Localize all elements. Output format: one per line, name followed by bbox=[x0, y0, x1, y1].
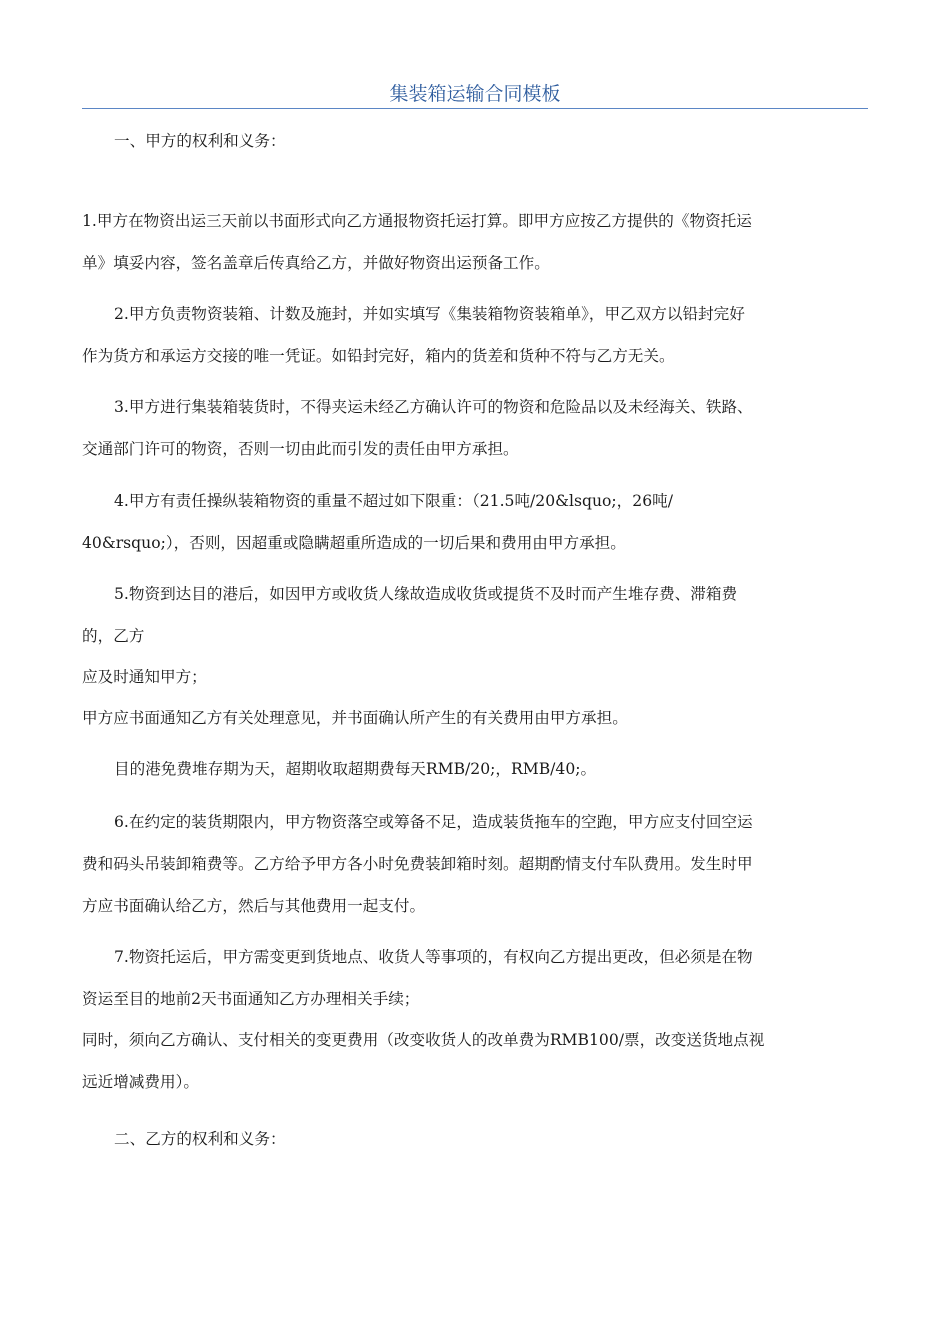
clause-3-line-1: 3.甲方进行集装箱装货时，不得夹运未经乙方确认许可的物资和危险品以及未经海关、铁路、 bbox=[114, 398, 753, 416]
clause-7-line-2: 资运至目的地前2天书面通知乙方办理相关手续； bbox=[82, 990, 420, 1008]
clause-5-line-3: 应及时通知甲方； bbox=[82, 668, 207, 686]
clause-6-line-1: 6.在约定的装货期限内，甲方物资落空或筹备不足，造成装货拖车的空跑，甲方应支付回空运 bbox=[114, 813, 753, 831]
section-heading-party-b: 二、乙方的权利和义务： bbox=[114, 1130, 286, 1148]
clause-5-line-4: 甲方应书面通知乙方有关处理意见，并书面确认所产生的有关费用由甲方承担。 bbox=[82, 709, 628, 727]
clause-5-line-5: 目的港免费堆存期为天，超期收取超期费每天RMB/20;，RMB/40;。 bbox=[114, 760, 597, 778]
clause-7-line-4: 远近增减费用）。 bbox=[82, 1073, 199, 1091]
clause-1-line-1: 1.甲方在物资出运三天前以书面形式向乙方通报物资托运打算。即甲方应按乙方提供的《物资托运 bbox=[82, 212, 752, 230]
clause-7-line-1: 7.物资托运后，甲方需变更到货地点、收货人等事项的，有权向乙方提出更改，但必须是在物 bbox=[114, 948, 753, 966]
clause-5-line-2: 的，乙方 bbox=[82, 627, 145, 645]
clause-6-line-2: 费和码头吊装卸箱费等。乙方给予甲方各小时免费装卸箱时刻。超期酌情支付车队费用。发生时甲 bbox=[82, 855, 753, 873]
section-heading-party-a: 一、甲方的权利和义务： bbox=[114, 132, 286, 150]
clause-2-line-1: 2.甲方负责物资装箱、计数及施封，并如实填写《集装箱物资装箱单》，甲乙双方以铅封完好 bbox=[114, 305, 745, 323]
clause-2-line-2: 作为货方和承运方交接的唯一凭证。如铅封完好，箱内的货差和货种不符与乙方无关。 bbox=[82, 347, 675, 365]
document-title: 集装箱运输合同模板 bbox=[389, 83, 561, 105]
title-underline bbox=[82, 108, 868, 109]
clause-7-line-3: 同时，须向乙方确认、支付相关的变更费用（改变收货人的改单费为RMB100/票，改变送货地点视 bbox=[82, 1031, 765, 1049]
clause-1-line-2: 单》填妥内容，签名盖章后传真给乙方，并做好物资出运预备工作。 bbox=[82, 254, 550, 272]
clause-4-line-1: 4.甲方有责任操纵装箱物资的重量不超过如下限重：（21.5吨/20&lsquo;，26吨/ bbox=[114, 492, 673, 510]
clause-5-line-1: 5.物资到达目的港后，如因甲方或收货人缘故造成收货或提货不及时而产生堆存费、滞箱费 bbox=[114, 585, 738, 603]
clause-3-line-2: 交通部门许可的物资，否则一切由此而引发的责任由甲方承担。 bbox=[82, 440, 519, 458]
clause-4-line-2: 40&rsquo;），否则，因超重或隐瞒超重所造成的一切后果和费用由甲方承担。 bbox=[82, 534, 626, 552]
clause-6-line-3: 方应书面确认给乙方，然后与其他费用一起支付。 bbox=[82, 897, 426, 915]
